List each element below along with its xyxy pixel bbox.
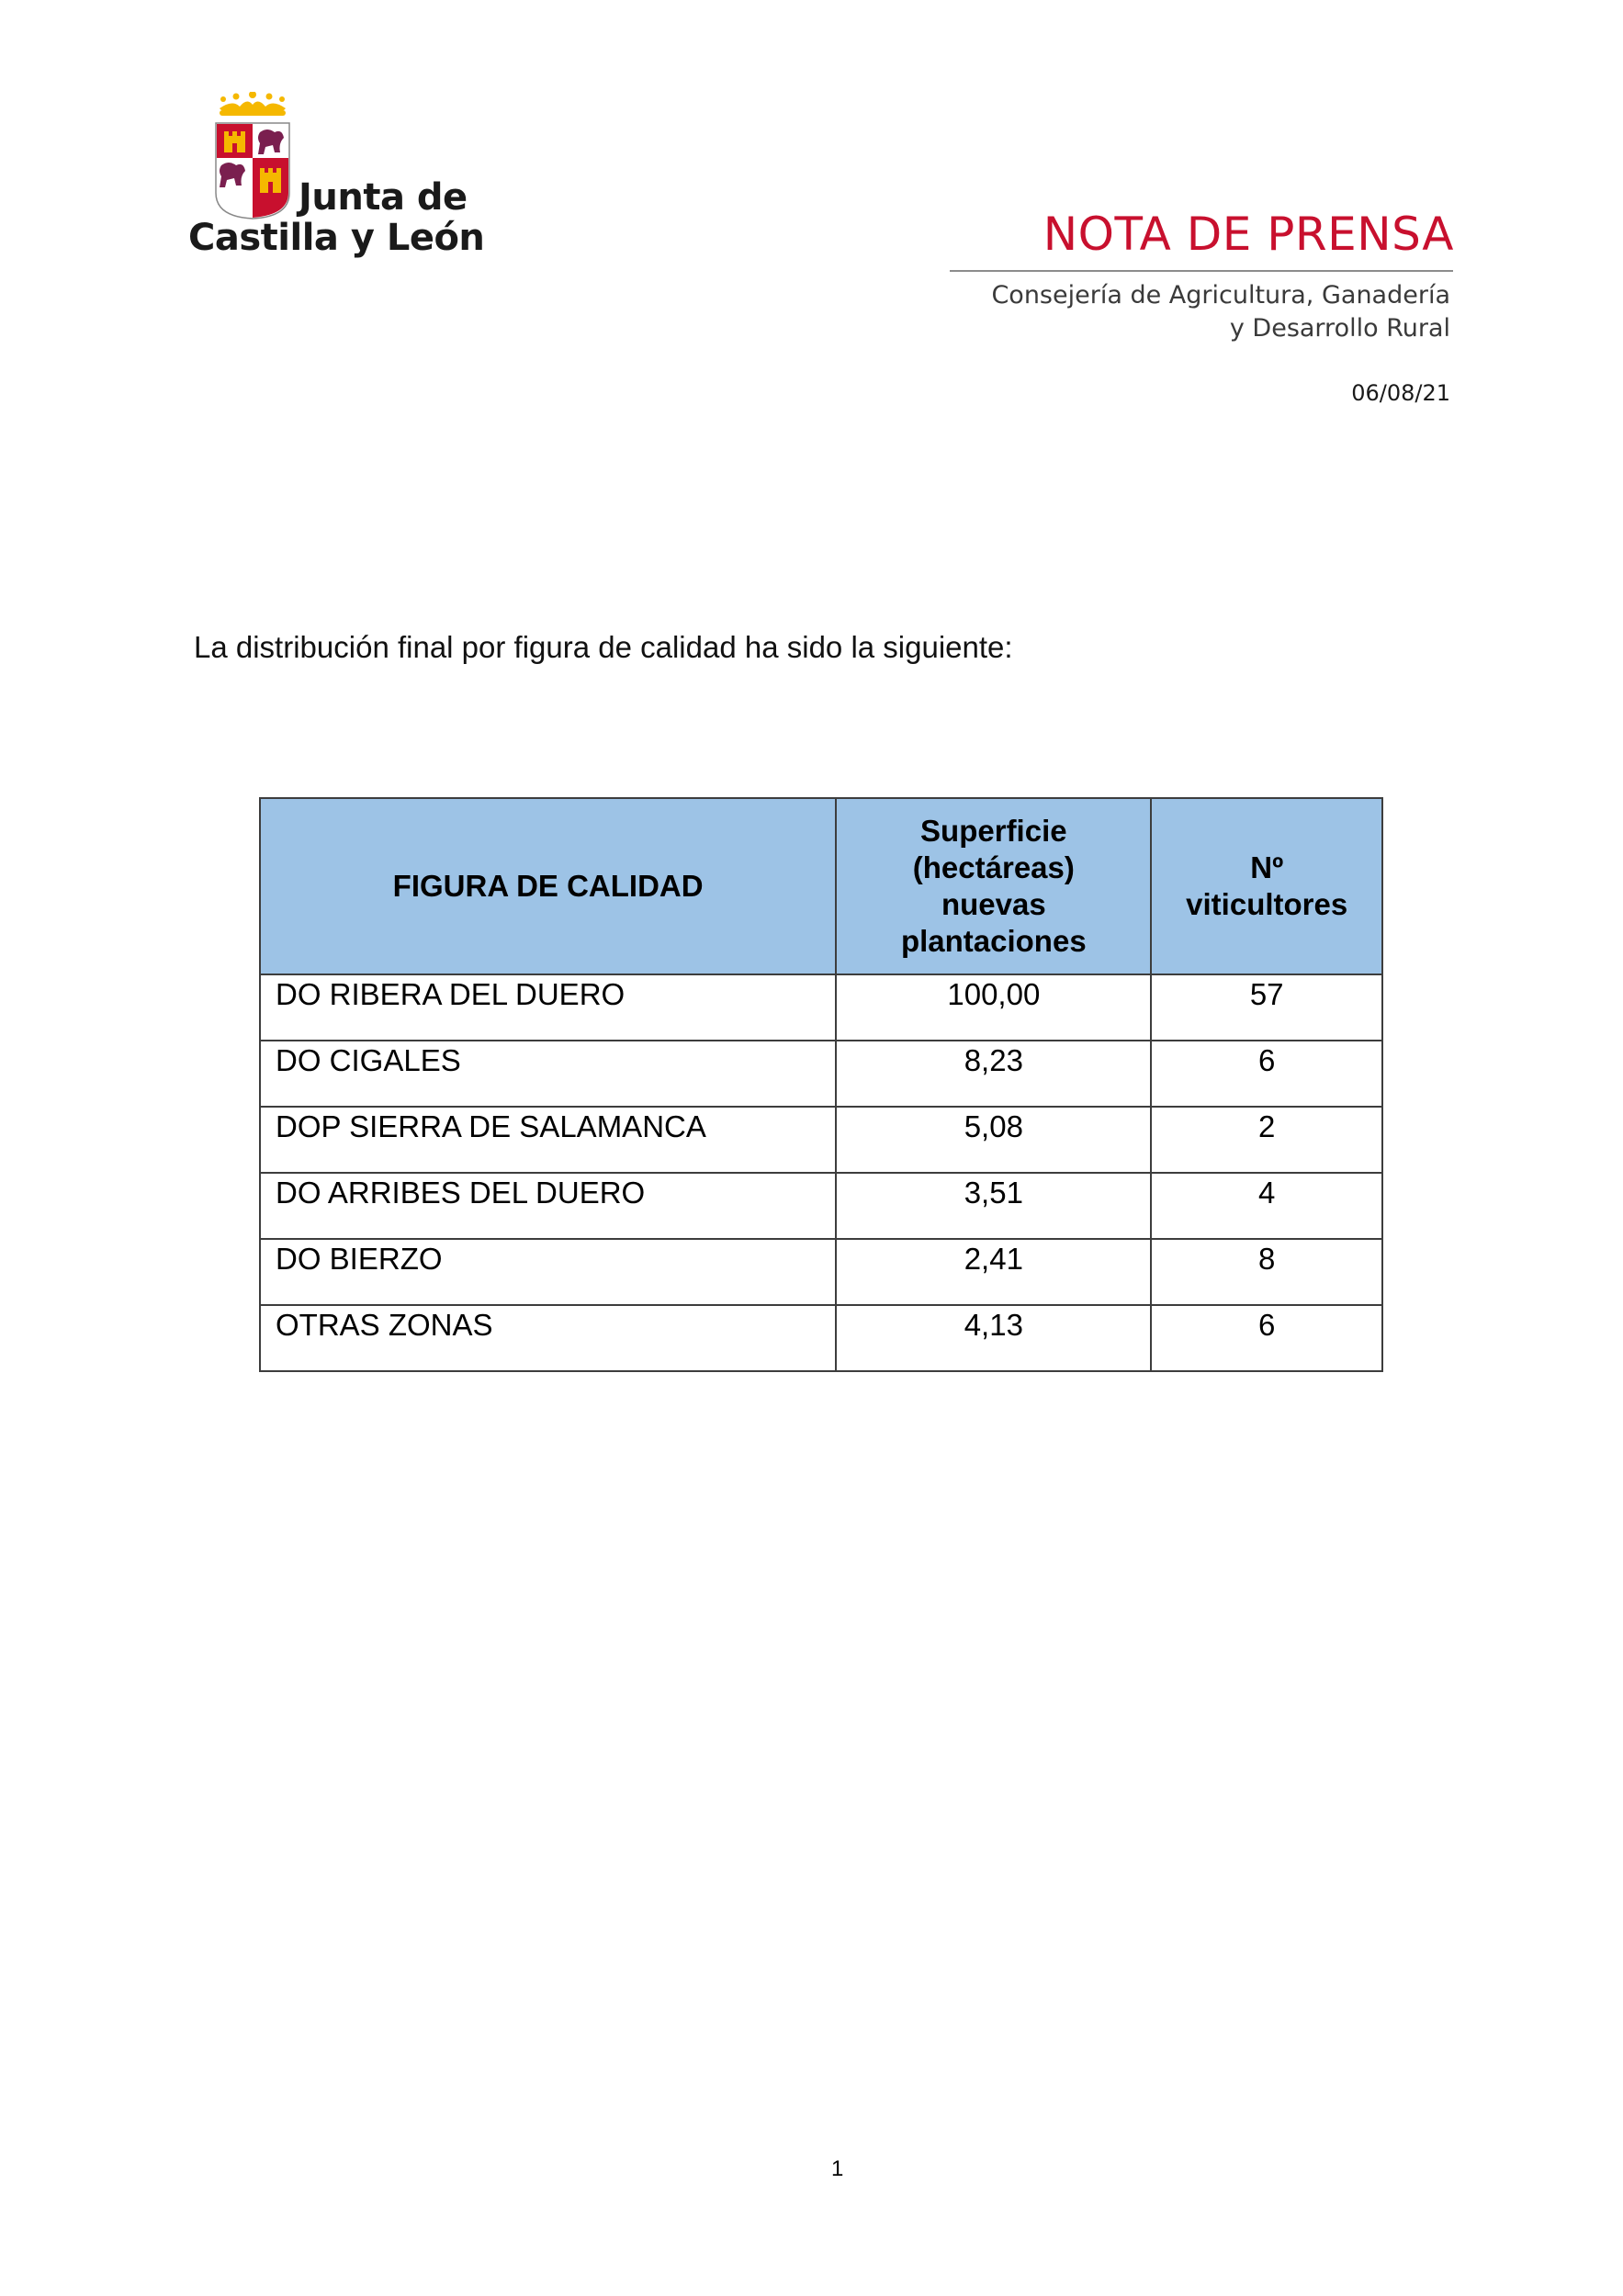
cell-figura: DO ARRIBES DEL DUERO [260,1173,836,1239]
cell-superficie: 100,00 [836,974,1151,1041]
cell-viticultores: 6 [1151,1305,1382,1371]
header-viticultores [1151,798,1382,974]
cell-figura: DO BIERZO [260,1239,836,1305]
quality-distribution-table [259,797,1383,1372]
header-superficie-line: Superficie [920,814,1067,848]
department-line-1: Consejería de Agricultura, Ganadería [991,281,1450,310]
cell-figura: DOP SIERRA DE SALAMANCA [260,1107,836,1173]
logo-text-line1: Junta de [299,176,468,219]
header-divider [950,270,1453,272]
cell-viticultores: 57 [1151,974,1382,1041]
table-row [260,1305,1382,1371]
cell-viticultores: 8 [1151,1239,1382,1305]
junta-castilla-leon-logo [188,92,485,266]
header-superficie-line: plantaciones [900,924,1087,958]
table-row [260,974,1382,1041]
cell-figura: OTRAS ZONAS [260,1305,836,1371]
logo-text-line2: Castilla y León [188,217,485,259]
department-name [991,279,1450,345]
table-row [260,1239,1382,1305]
header-viticultores-line: viticultores [1186,887,1348,921]
cell-superficie: 2,41 [836,1239,1151,1305]
table-header-row [260,798,1382,974]
coat-of-arms-icon [214,92,291,220]
header-superficie-line: (hectáreas) [912,850,1075,884]
publication-date: 06/08/21 [1351,380,1450,406]
header-superficie [836,798,1151,974]
department-line-2: y Desarrollo Rural [1229,314,1450,343]
press-release-title: NOTA DE PRENSA [1043,208,1454,261]
cell-figura: DO CIGALES [260,1041,836,1107]
cell-viticultores: 6 [1151,1041,1382,1107]
page-number: 1 [831,2156,844,2181]
table-row [260,1041,1382,1107]
cell-superficie: 5,08 [836,1107,1151,1173]
header-superficie-line: nuevas [941,887,1046,921]
table-row [260,1107,1382,1173]
intro-paragraph: La distribución final por figura de calidad ha sido la siguiente: [194,630,1013,664]
cell-superficie: 4,13 [836,1305,1151,1371]
cell-superficie: 3,51 [836,1173,1151,1239]
cell-viticultores: 4 [1151,1173,1382,1239]
cell-figura: DO RIBERA DEL DUERO [260,974,836,1041]
header-figura: FIGURA DE CALIDAD [260,798,836,974]
cell-superficie: 8,23 [836,1041,1151,1107]
cell-viticultores: 2 [1151,1107,1382,1173]
header-viticultores-line: Nº [1250,850,1284,884]
table-row [260,1173,1382,1239]
